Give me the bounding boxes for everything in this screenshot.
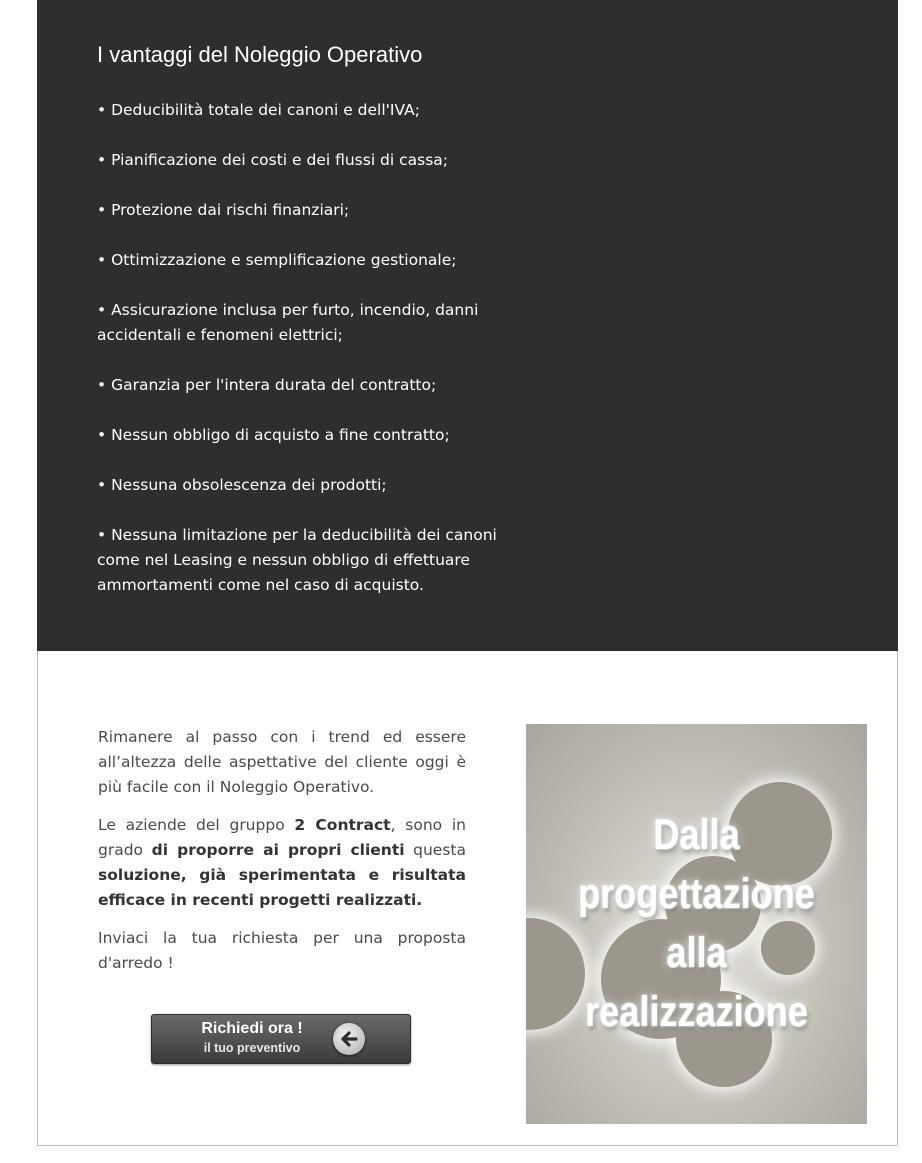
advantage-item: • Garanzia per l'intera durata del contratto; [97, 373, 527, 398]
advantages-title: I vantaggi del Noleggio Operativo [97, 42, 423, 67]
arrow-left-circle-icon [333, 1023, 365, 1055]
intro-highlight: di proporre ai propri clienti [151, 841, 405, 859]
request-quote-label: Richiedi ora ! [201, 1020, 303, 1037]
advantage-item: • Deducibilità totale dei canoni e dell'IVA; [97, 98, 527, 123]
promo-headline: Dalla progettazione alla realizzazione [578, 811, 815, 1036]
request-quote-button[interactable] [151, 1014, 411, 1064]
intro-text [98, 725, 466, 989]
request-quote-sublabel: il tuo preventivo [203, 1041, 301, 1055]
company-name: 2 Contract [294, 816, 391, 834]
intro-highlight: soluzione, già sperimentata e risultata efficace in recenti progetti realizzati. [98, 866, 466, 909]
advantages-list [97, 98, 527, 623]
intro-paragraph-1: Rimanere al passo con i trend ed essere all’altezza delle aspettative del cliente oggi è più facile con il Noleggio Operativo. [98, 728, 466, 796]
advantage-item: • Assicurazione inclusa per furto, incendio, danni accidentali e fenomeni elettrici; [97, 298, 527, 348]
promo-image [526, 724, 867, 1124]
advantage-item: • Protezione dai rischi finanziari; [97, 198, 527, 223]
advantage-item: • Nessuna obsolescenza dei prodotti; [97, 473, 527, 498]
advantage-item: • Ottimizzazione e semplificazione gestionale; [97, 248, 527, 273]
advantage-item: • Pianificazione dei costi e dei flussi di cassa; [97, 148, 527, 173]
intro-paragraph-3: Inviaci la tua richiesta per una proposta d'arredo ! [98, 929, 466, 972]
advantage-item: • Nessun obbligo di acquisto a fine contratto; [97, 423, 527, 448]
intro-paragraph-2: Le aziende del gruppo 2 Contract, sono in grado di proporre ai propri clienti questa soluzione, già sperimentata e risultata efficace in recenti progetti realizzati. [98, 816, 466, 909]
advantage-item: • Nessuna limitazione per la deducibilità dei canoni come nel Leasing e nessun obbligo di effettuare ammortamenti come nel caso di acquisto. [97, 523, 527, 598]
